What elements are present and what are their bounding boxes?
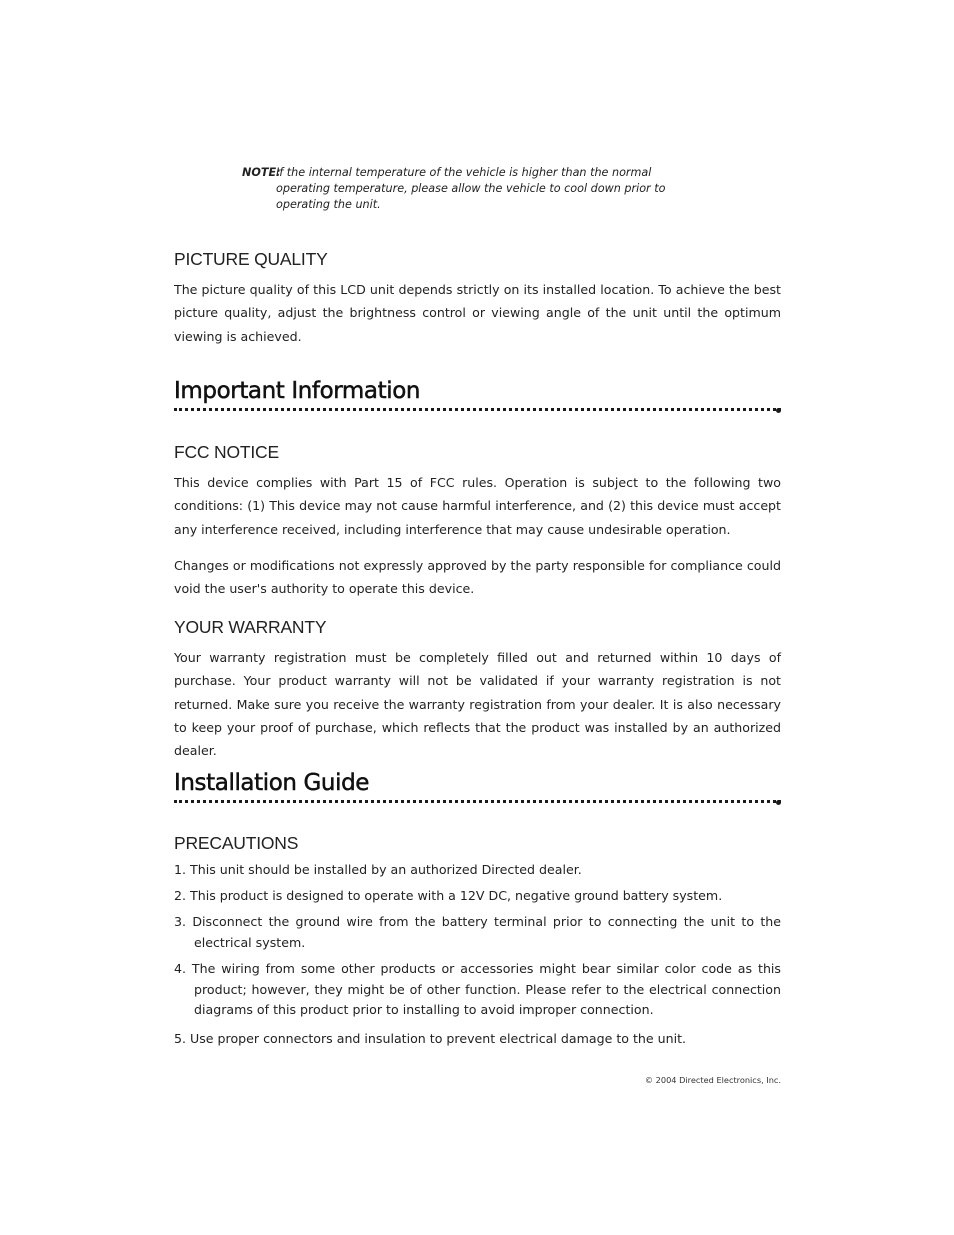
list-item: 1. This unit should be installed by an authorized Directed dealer. — [174, 862, 582, 877]
note-text: If the internal temperature of the vehicle is higher than the normal operating temperature, please allow the vehicle to cool down prior to operating the unit. — [276, 166, 666, 211]
list-item: 3. Disconnect the ground wire from the battery terminal prior to connecting the unit to the electrical system. — [174, 914, 781, 950]
list-item: 2. This product is designed to operate with a 12V DC, negative ground battery system. — [174, 888, 723, 903]
divider-end-dot — [776, 408, 781, 413]
list-item: 5. Use proper connectors and insulation to prevent electrical damage to the unit. — [174, 1031, 687, 1046]
note-label: NOTE: — [242, 166, 281, 179]
list-item: 4. The wiring from some other products or accessories might bear similar color code as this product; however, they might be of other function. Please refer to the electrical connection diagrams of this product prior to installing to avoid improper connection. — [174, 961, 781, 1018]
installation-guide-title: Installation Guide — [174, 770, 370, 796]
section-divider — [174, 800, 781, 807]
copyright-footer: © 2004 Directed Electronics, Inc. — [644, 1075, 781, 1085]
your-warranty-body: Your warranty registration must be completely filled out and returned within 10 days of purchase. Your product warranty will not be validated if your warranty registration is not returned. Make sure you receive the warranty registration from your dealer. It is also necessary to keep your proof of purchase, which reflects that the product was installed by an authorized dealer. — [174, 650, 781, 759]
picture-quality-heading: PICTURE QUALITY — [174, 249, 328, 269]
fcc-notice-para2: Changes or modifications not expressly approved by the party responsible for compliance could void the user's authority to operate this device. — [174, 558, 781, 597]
important-information-title: Important Information — [174, 378, 421, 404]
section-divider — [174, 408, 781, 415]
picture-quality-body: The picture quality of this LCD unit depends strictly on its installed location. To achieve the best picture quality, adjust the brightness control or viewing angle of the unit until the optimum viewing is achieved. — [174, 282, 781, 344]
precautions-heading: PRECAUTIONS — [174, 833, 299, 853]
your-warranty-heading: YOUR WARRANTY — [174, 617, 327, 637]
note-block — [242, 165, 682, 213]
fcc-notice-para1: This device complies with Part 15 of FCC rules. Operation is subject to the following two conditions: (1) This device may not cause harmful interference, and (2) this device must accept any interference received, including interference that may cause undesirable operation. — [174, 475, 781, 537]
fcc-notice-heading: FCC NOTICE — [174, 442, 279, 462]
divider-end-dot — [776, 800, 781, 805]
